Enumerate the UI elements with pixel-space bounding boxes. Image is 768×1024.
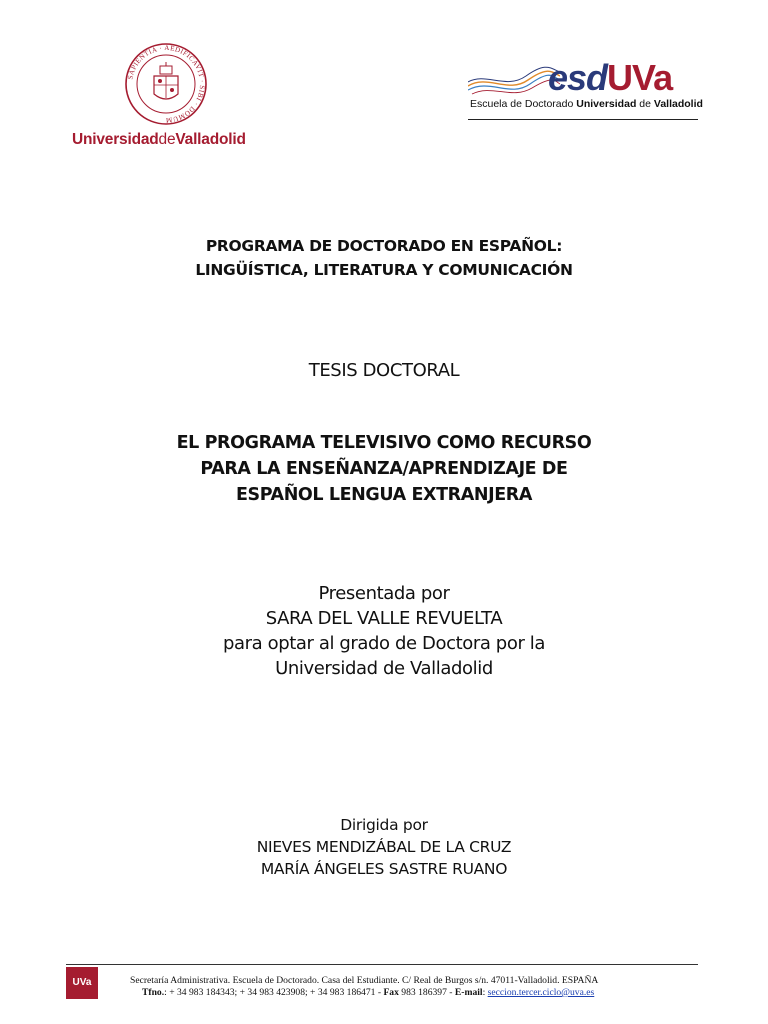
director-1: NIEVES MENDIZÁBAL DE LA CRUZ <box>256 838 512 856</box>
document-type: TESIS DOCTORAL <box>308 360 460 381</box>
esd-waves-graphic <box>468 64 560 98</box>
esd-subtitle-school: Escuela de Doctorado <box>470 98 574 110</box>
esd-subtitle <box>470 98 703 110</box>
thesis-title-line-3: ESPAÑOL LENGUA EXTRANJERA <box>235 485 533 505</box>
direction-block <box>0 814 768 880</box>
footer-tfno-label: Tfno. <box>142 987 165 998</box>
brand-uva: UVa <box>607 57 673 98</box>
esd-subtitle-de: de <box>639 98 651 110</box>
esduva-brand <box>548 58 672 98</box>
footer-fax-label: Fax <box>383 987 399 998</box>
brand-esd: esd <box>548 57 608 98</box>
wordmark-valladolid: Valladolid <box>175 131 246 148</box>
wordmark-universidad: Universidad <box>72 131 159 148</box>
thesis-title-line-1: EL PROGRAMA TELEVISIVO COMO RECURSO <box>176 433 592 453</box>
footer-tfno-value: : + 34 983 184343; + 34 983 423908; + 34 983 186471 - <box>164 987 384 998</box>
footer-fax-value: 983 186397 - <box>398 987 455 998</box>
degree-line: para optar al grado de Doctora por la <box>222 633 546 654</box>
esd-subtitle-universidad: Universidad <box>576 98 637 110</box>
program-line-2: LINGÜÍSTICA, LITERATURA Y COMUNICACIÓN <box>195 261 573 279</box>
footer-email-label: E-mail <box>454 987 483 998</box>
directed-by-label: Dirigida por <box>340 816 428 834</box>
svg-text:SAPIENTIA · AEDIFICAVIT · SIBI: SAPIENTIA · AEDIFICAVIT · SIBI · DOMUM <box>126 43 207 125</box>
header-divider <box>468 119 698 120</box>
university-line: Universidad de Valladolid <box>275 658 493 679</box>
presentation-block <box>0 581 768 681</box>
university-seal-logo <box>124 42 208 126</box>
footer-contact <box>142 987 594 998</box>
author-name: SARA DEL VALLE REVUELTA <box>265 608 503 629</box>
thesis-title-line-2: PARA LA ENSEÑANZA/APRENDIZAJE DE <box>200 459 568 479</box>
presented-by-label: Presentada por <box>318 583 450 604</box>
wordmark-de: de <box>158 131 176 148</box>
footer-divider <box>66 964 698 965</box>
footer-email-sep: : <box>482 987 488 998</box>
program-heading <box>0 234 768 282</box>
program-line-1: PROGRAMA DE DOCTORADO EN ESPAÑOL: <box>205 237 563 255</box>
director-2: MARÍA ÁNGELES SASTRE RUANO <box>260 860 508 878</box>
footer-address: Secretaría Administrativa. Escuela de Doctorado. Casa del Estudiante. C/ Real de Burgos s/n. 47011-Valladolid. ESPAÑA <box>130 975 599 986</box>
university-wordmark <box>72 131 272 149</box>
thesis-title <box>0 430 768 508</box>
uva-badge-logo: UVa <box>66 967 98 999</box>
footer-email-link[interactable]: seccion.tercer.ciclo@uva.es <box>487 987 595 998</box>
esd-subtitle-valladolid: Valladolid <box>653 98 703 110</box>
